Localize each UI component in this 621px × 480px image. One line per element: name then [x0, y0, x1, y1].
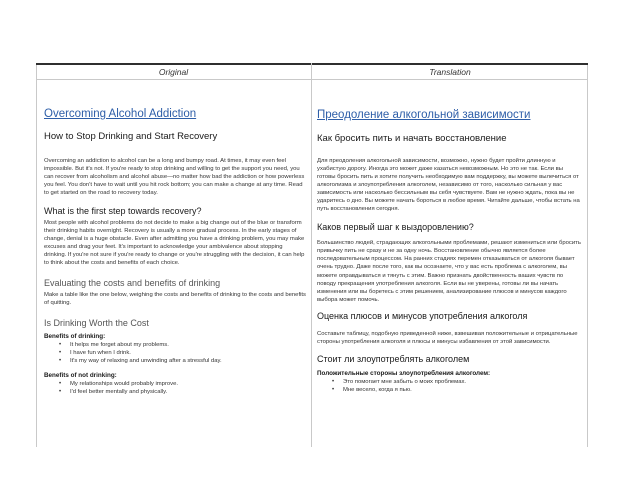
original-not-title: Benefits of not drinking:: [44, 371, 117, 379]
translation-subtitle: Как бросить пить и начать восстановление: [317, 133, 507, 144]
original-benefits-title: Benefits of drinking:: [44, 332, 106, 340]
translation-benefits-title: Положительные стороны злоупотребления алкоголем:: [317, 369, 491, 377]
list-item: • It's my way of relaxing and unwinding after a stressful day.: [70, 357, 306, 365]
original-eval-heading: Evaluating the costs and benefits of drinking: [44, 277, 221, 288]
original-worth-heading: Is Drinking Worth the Cost: [44, 317, 149, 328]
list-item: • It helps me forget about my problems.: [70, 341, 306, 349]
translation-q1-heading: Каков первый шаг к выздоровлению?: [317, 222, 474, 233]
original-q1-text: Most people with alcohol problems do not decide to make a big change out of the blue or transform their drinking habits overnight. Recovery is usually a more gradual process. In the early stages of change, denial is a huge obstacle. Even after admitting you have a drinking problem, you may make excuses and drag your feet. It's important to acknowledge your ambivalence about stopping drinking. If you're not sure if you're ready to change or you're struggling with the decision, it can help to think about the costs and benefits of each choice.: [44, 220, 305, 267]
translation-benefits-list: [317, 378, 581, 394]
column-header-original: Original: [158, 67, 189, 77]
original-eval-text: Make a table like the one below, weighing the costs and benefits of drinking to the costs and benefits of quitting.: [44, 291, 306, 306]
table-top-border: [36, 63, 588, 65]
translation-eval-heading: Оценка плюсов и минусов употребления алкоголя: [317, 310, 528, 321]
original-column: [44, 80, 306, 446]
list-item: • Мне весело, когда я пью.: [343, 386, 581, 394]
list-item: • My relationships would probably improve.: [70, 380, 306, 388]
original-subtitle: How to Stop Drinking and Start Recovery: [44, 131, 218, 142]
translation-eval-text: Составьте таблицу, подобную приведенной ниже, взвешивая положительные и отрицательные стороны употребления алкоголя и плюсы и минусы избавления от этой зависимости.: [317, 330, 578, 345]
original-title[interactable]: Overcoming Alcohol Addiction: [44, 108, 197, 120]
original-not-list: [44, 380, 306, 396]
list-item: • I'd feel better mentally and physically.: [70, 388, 306, 396]
original-benefits-list: [44, 341, 306, 365]
original-q1-heading: What is the first step towards recovery?: [44, 206, 202, 217]
translation-q1-text: Большинство людей, страдающих алкогольными проблемами, решают измениться или бросить привычку пить не сразу и не за одну ночь. Восстановление обычно является более последовательным процессом. На ранних стадиях перемен отказываться от алкоголя бывает очень трудно. Даже после того, как вы осознаете, что у вас есть проблема с алкоголем, вы можете оправдываться и тянуть с этим. Важно признать двойственность ваших чувств по поводу прекращения употребления алкоголя. Если вы не уверены, готовы ли вы начать изменения или вы боретесь с этим решением, анализирование плюсов и минусов каждого выбора может помочь.: [317, 240, 581, 303]
list-item: • Это помогает мне забыть о моих проблемах.: [343, 378, 581, 386]
translation-intro: Для преодоления алкогольной зависимости, возможно, нужно будет пройти длинную и ухабистую дорогу. Иногда это может даже казаться невозможным. Но это не так. Если вы готовы бросить пить и хотите получить необходимую вам поддержку, вы можете вылечиться от алкоголизма и злоупотребления алкоголем, независимо от того, насколько сильная у вас зависимость или насколько бессильным вы себя чувствуете. Вам не нужно ждать, пока вы не ударитесь о дно. Вы можете начать бороться в любое время. Читайте дальше, чтобы встать на путь восстановления сегодня.: [317, 158, 580, 213]
translation-worth-heading: Стоит ли злоупотреблять алкоголем: [317, 353, 470, 364]
column-header-translation: Translation: [429, 67, 471, 77]
column-divider: [311, 63, 312, 447]
translation-column: [317, 80, 581, 446]
list-item: • I have fun when I drink.: [70, 349, 306, 357]
original-intro: Overcoming an addiction to alcohol can be a long and bumpy road. At times, it may even feel impossible. But it's not. If you're ready to stop drinking and willing to get the support you need, you can recover from alcoholism and alcohol abuse—no matter how bad the addiction or how powerless you feel. You don't have to wait until you hit rock bottom; you can make a change at any time. Read to get started on the road to recovery today.: [44, 158, 305, 197]
translation-title[interactable]: Преодоление алкогольной зависимости: [317, 109, 531, 121]
